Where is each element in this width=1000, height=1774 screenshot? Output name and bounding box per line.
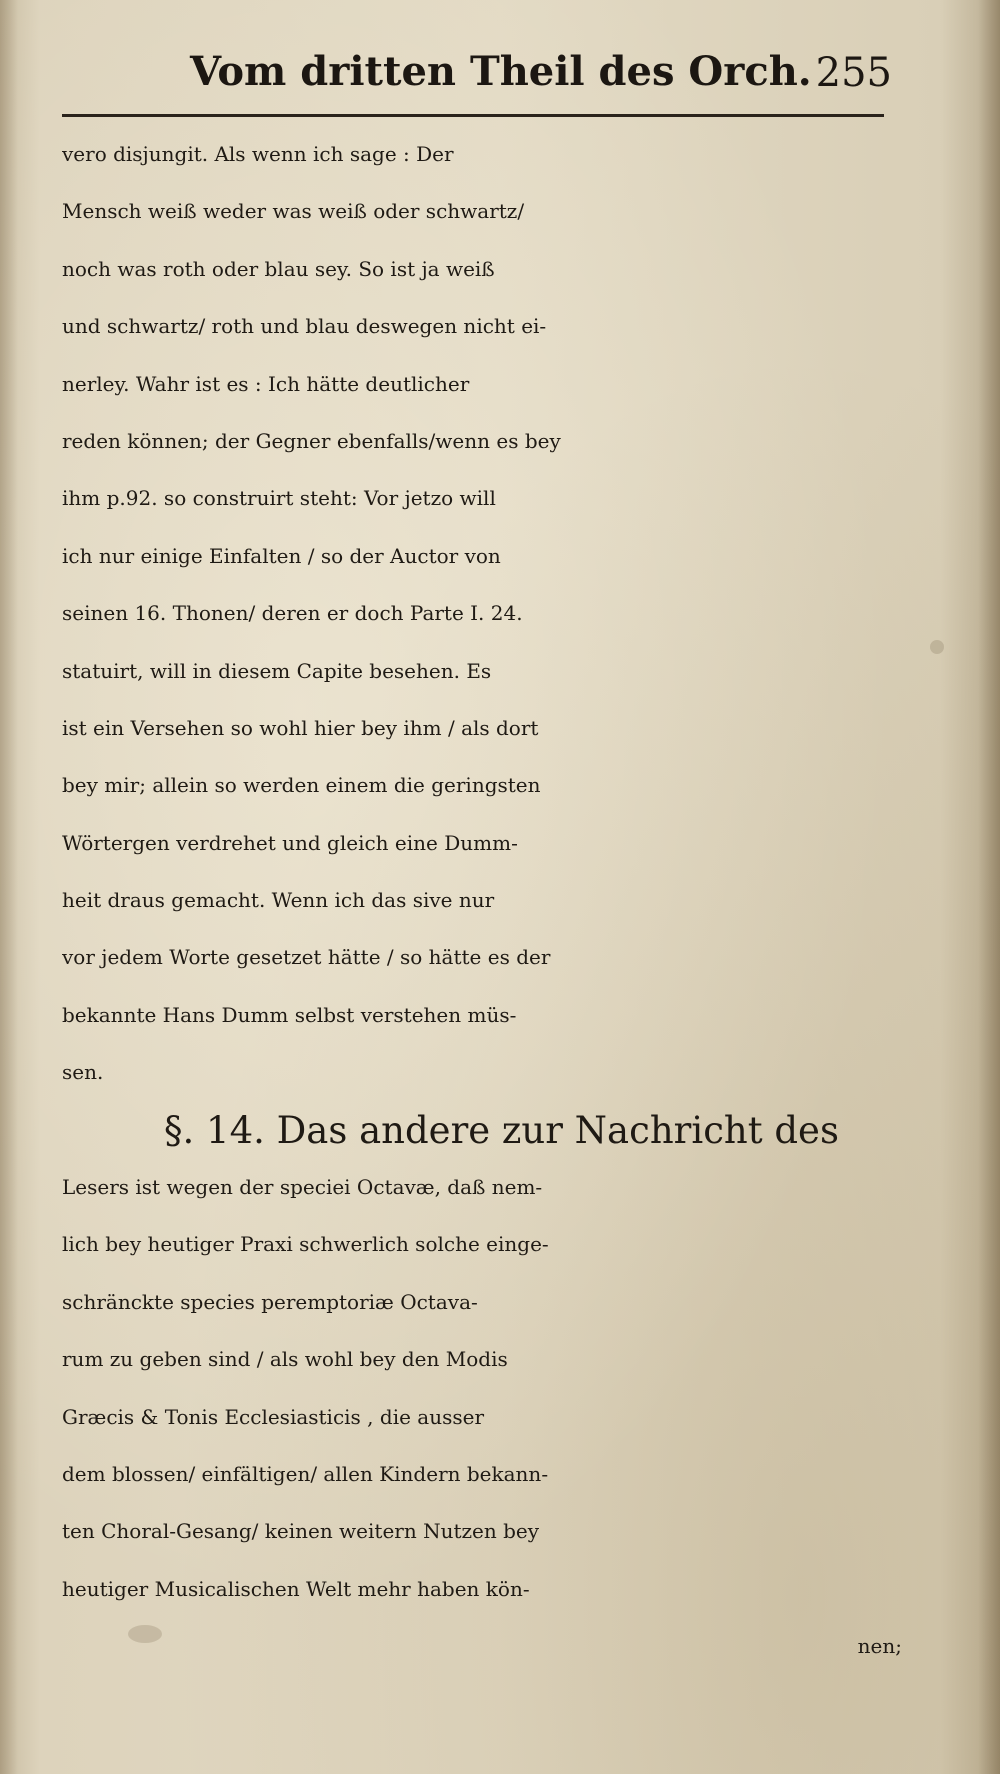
text-line: bey mir; allein so werden einem die geringsten <box>62 773 541 798</box>
body-text <box>62 126 902 1676</box>
header-rule <box>62 114 884 117</box>
text-line: Wörtergen verdrehet und gleich eine Dumm- <box>62 830 518 855</box>
text-line: Græcis & Tonis Ecclesiasticis , die ausser <box>62 1404 485 1429</box>
catchword: nen; <box>857 1634 902 1659</box>
text-line: und schwartz/ roth und blau deswegen nicht ei- <box>62 314 547 339</box>
text-line: statuirt, will in diesem Capite besehen. Es <box>62 658 492 683</box>
gutter-shadow <box>978 0 1000 1774</box>
section-start-line: §. 14. Das andere zur Nachricht des <box>164 1108 839 1152</box>
text-line: schränckte species peremptoriæ Octava- <box>62 1289 478 1314</box>
text-line: heit draus gemacht. Wenn ich das sive nur <box>62 888 495 913</box>
text-line: reden können; der Gegner ebenfalls/wenn es bey <box>62 428 561 453</box>
ink-stain <box>930 640 944 654</box>
text-line: noch was roth oder blau sey. So ist ja weiß <box>62 256 495 281</box>
page-header <box>62 48 892 110</box>
text-line: ist ein Versehen so wohl hier bey ihm / als dort <box>62 715 539 740</box>
text-line: nerley. Wahr ist es : Ich hätte deutlicher <box>62 371 470 396</box>
text-line: heutiger Musicalischen Welt mehr haben kön- <box>62 1576 530 1601</box>
text-line: seinen 16. Thonen/ deren er doch Parte I. 24. <box>62 601 523 626</box>
page-number: 255 <box>815 50 892 96</box>
text-line: vero disjungit. Als wenn ich sage : Der <box>62 142 454 166</box>
page-edge-shadow <box>0 0 18 1774</box>
text-line: ten Choral-Gesang/ keinen weitern Nutzen bey <box>62 1519 540 1544</box>
running-head: Vom dritten Theil des Orch. <box>190 48 812 95</box>
text-line: dem blossen/ einfältigen/ allen Kindern bekann- <box>62 1461 549 1486</box>
text-line: Mensch weiß weder was weiß oder schwartz/ <box>62 199 525 224</box>
text-line: ich nur einige Einfalten / so der Auctor von <box>62 543 501 568</box>
text-line: sen. <box>62 1060 104 1085</box>
text-line: lich bey heutiger Praxi schwerlich solche einge- <box>62 1232 549 1257</box>
text-line: Lesers ist wegen der speciei Octavæ, daß nem- <box>62 1175 543 1200</box>
text-line: bekannte Hans Dumm selbst verstehen müs- <box>62 1002 517 1027</box>
text-line: vor jedem Worte gesetzet hätte / so hätte es der <box>62 945 551 970</box>
text-line: rum zu geben sind / als wohl bey den Modis <box>62 1347 508 1372</box>
text-line: ihm p.92. so construirt steht: Vor jetzo will <box>62 486 496 511</box>
